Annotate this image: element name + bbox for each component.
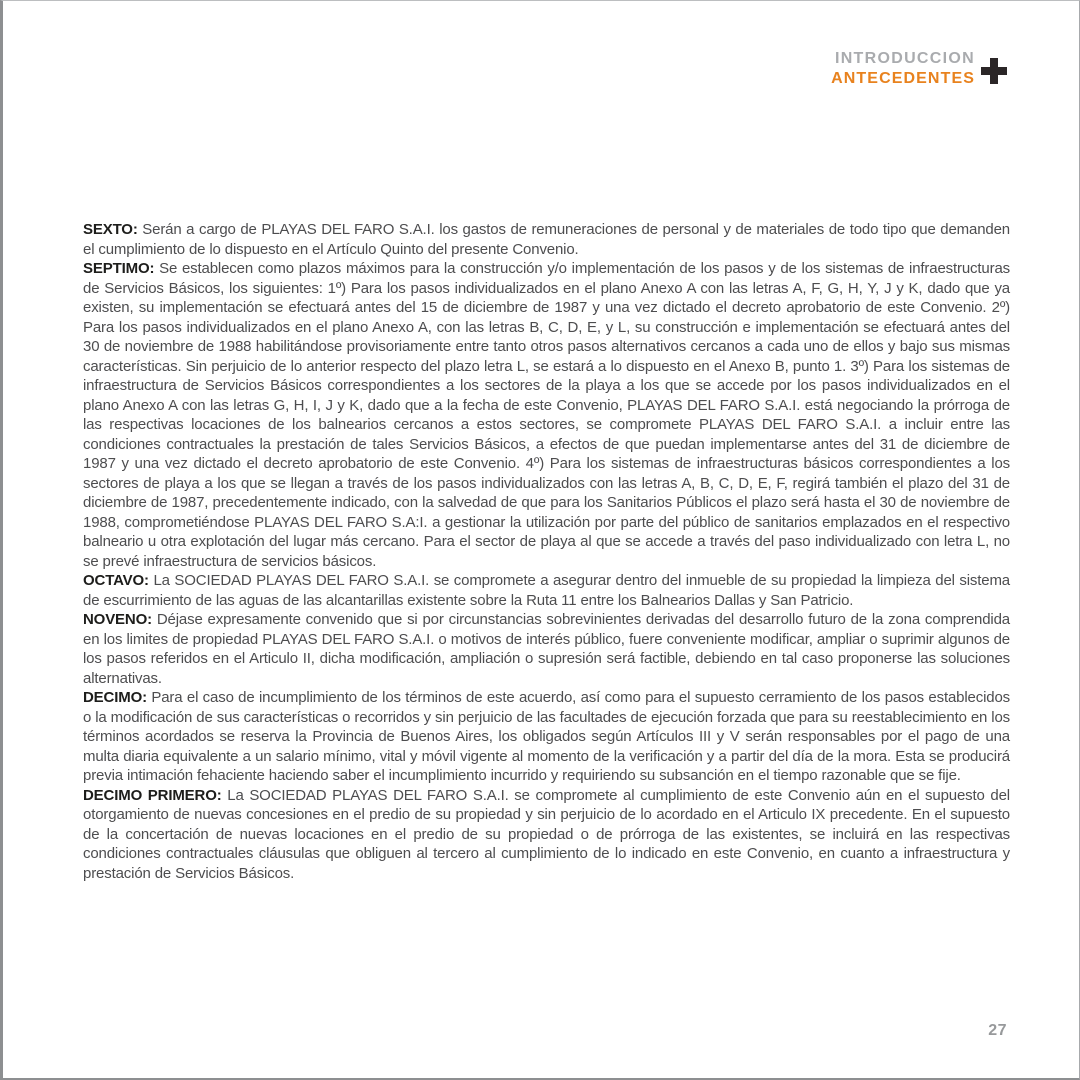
clause-septimo bbox=[83, 259, 1010, 571]
header-section-label: ANTECEDENTES bbox=[831, 70, 975, 87]
clause-decimo bbox=[83, 688, 1010, 786]
clause-text: La SOCIEDAD PLAYAS DEL FARO S.A.I. se compromete a asegurar dentro del inmueble de su propiedad la limpieza del sistema de escurrimiento de las aguas de las alcantarillas existente sobre la Ruta 11 entre los Balnearios Dallas y San Patricio. bbox=[83, 572, 1010, 609]
header-chapter-label: INTRODUCCION bbox=[834, 50, 975, 67]
clause-text: Para el caso de incumplimiento de los términos de este acuerdo, así como para el supuesto cerramiento de los pasos establecidos o la modificación de sus características o recorridos y sin perjuicio de las facultades de ejecución forzada que para su reestablecimiento en los términos acordados se reserva la Provincia de Buenos Aires, los obligados según Artículos III y V serán responsables por el pago de una multa diaria equivalente a un salario mínimo, vital y móvil vigente al momento de la verificación y a partir del día de la mora. Esta se producirá previa intimación fehaciente haciendo saber el incumplimiento incurrido y requiriendo su subsanción en el tiempo razonable que se fije. bbox=[83, 689, 1010, 784]
clause-label: NOVENO: bbox=[83, 611, 152, 628]
page-header bbox=[831, 49, 1007, 89]
clause-label: SEPTIMO: bbox=[83, 260, 155, 277]
clause-noveno bbox=[83, 610, 1010, 688]
header-text-block bbox=[831, 49, 975, 89]
clause-text: La SOCIEDAD PLAYAS DEL FARO S.A.I. se compromete al cumplimiento de este Convenio aún en el supuesto del otorgamiento de nuevas concesiones en el predio de su propiedad y sin perjuicio de lo acordado en el Articulo IX precedente. En el supuesto de la concertación de nuevas locaciones en el predio de su propiedad o de prórroga de las existentes, se incluirá en las respectivas condiciones contractuales cláusulas que obliguen al tercero al cumplimiento de lo indicado en este Convenio, en cuanto a infraestructura y prestación de Servicios Básicos. bbox=[83, 786, 1010, 882]
clause-label: SEXTO: bbox=[83, 221, 138, 238]
plus-icon bbox=[981, 58, 1007, 84]
clause-label: DECIMO: bbox=[83, 689, 147, 706]
document-body bbox=[83, 220, 1010, 883]
page-number: 27 bbox=[988, 1022, 1007, 1039]
clause-sexto bbox=[83, 220, 1010, 259]
clause-decimo-primero bbox=[83, 786, 1010, 884]
clause-text: Déjase expresamente convenido que si por circunstancias sobrevinientes derivadas del desarrollo futuro de la zona comprendida en los limites de propiedad PLAYAS DEL FARO S.A.I. o motivos de interés público, fuere conveniente modificar, ampliar o suprimir algunos de los pasos referidos en el Articulo II, dicha modificación, ampliación o supresión será factible, debiendo en tal caso proponerse las soluciones alternativas. bbox=[83, 611, 1010, 687]
clause-label: OCTAVO: bbox=[83, 572, 149, 589]
clause-text: Se establecen como plazos máximos para la construcción y/o implementación de los pasos y de los sistemas de infraestructuras de Servicios Básicos, los siguientes: 1º) Para los pasos individualizados en el plano Anexo A con las letras A, F, G, H, Y, J y K, dado que ya existen, su implementación se efectuará antes del 15 de diciembre de 1987 y una vez dictado el decreto aprobatorio de este Convenio. 2º) Para los pasos individualizados en el plano Anexo A, con las letras B, C, D, E, y L, su construcción e implementación se efectuará antes del 30 de noviembre de 1988 habilitándose provisoriamente entre tanto otros pasos alternativos cercanos a cada uno de ellos y bajo sus mismas características. Sin perjuicio de lo anterior respecto del plazo letra L, se estará a lo dispuesto en el Anexo B, punto 1. 3º) Para los sistemas de infraestructura de Servicios Básicos correspondientes a los sectores de la playa a los que se accede por los pasos individualizados en el plano Anexo A con las letras G, H, I, J y K, dado que a la fecha de este Convenio, PLAYAS DEL FARO S.A.I. está negociando la prórroga de las respectivas locaciones de los balnearios cercanos a estos sectores, se compromete PLAYAS DEL FARO S.A.I. a incluir entre las condiciones contractuales la prestación de tales Servicios Básicos, a efectos de que puedan implementarse antes del 31 de diciembre de 1987 y una vez dictado el decreto aprobatorio de este Convenio. 4º) Para los sistemas de infraestructuras básicos correspondientes a los sectores de playa a los que se llegan a través de los pasos individualizados con las letras A, B, C, D, E, F, regirá también el plazo del 31 de diciembre de 1987, precedentemente indicado, con la salvedad de que para los Sanitarios Públicos el plazo será hasta el 30 de noviembre de 1988, comprometiéndose PLAYAS DEL FARO S.A:I. a gestionar la utilización por parte del público de sanitarios emplazados en el respectivo balneario u otra explotación del lugar más cercano. Para el sector de playa al que se accede a través del paso individualizado con letra L, no se prevé infraestructura de servicios básicos. bbox=[83, 260, 1010, 570]
clause-label: DECIMO PRIMERO: bbox=[83, 786, 222, 804]
clause-text: Serán a cargo de PLAYAS DEL FARO S.A.I. los gastos de remuneraciones de personal y de materiales de todo tipo que demanden el cumplimiento de lo dispuesto en el Artículo Quinto del presente Convenio. bbox=[83, 221, 1010, 258]
clause-octavo bbox=[83, 571, 1010, 610]
